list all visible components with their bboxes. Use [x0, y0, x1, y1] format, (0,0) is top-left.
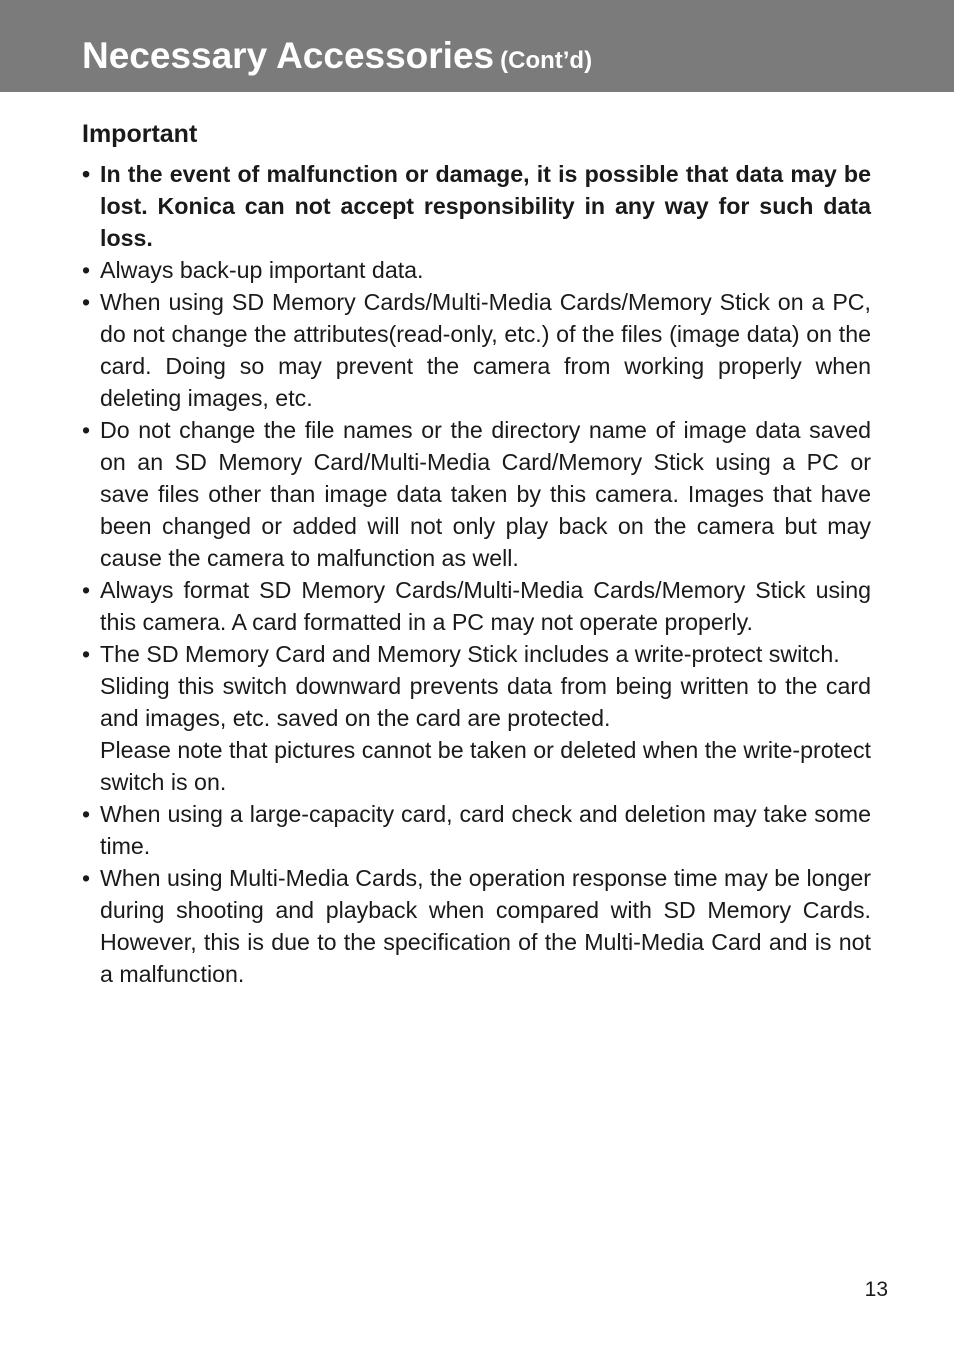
- bullet-item-7: [82, 798, 871, 862]
- page-title-continued: (Cont’d): [500, 47, 593, 74]
- bullet-paragraph: • In the event of malfunction or damage, it is possible that data may be lost. Konica can not accept responsibility in any way for such data loss.: [100, 161, 871, 251]
- bullet-item-1: [82, 158, 871, 254]
- bullet-item-8: [82, 862, 871, 990]
- bullet-paragraph: Please note that pictures cannot be taken or deleted when the write-protect switch is on.: [100, 737, 871, 795]
- bullet-item-5: [82, 574, 871, 638]
- header-bar: [0, 0, 954, 92]
- section-heading: Important: [82, 120, 198, 148]
- bullet-paragraph: Sliding this switch downward prevents data from being written to the card and images, etc. saved on the card are protected.: [100, 673, 871, 731]
- bullet-list: [82, 158, 871, 990]
- bullet-paragraph: • When using Multi-Media Cards, the operation response time may be longer during shooting and playback when compared with SD Memory Cards. However, this is due to the specification of the Multi-Media Card and is not a malfunction.: [100, 865, 871, 987]
- bullet-item-4: [82, 414, 871, 574]
- bullet-paragraph: • Always format SD Memory Cards/Multi-Media Cards/Memory Stick using this camera. A card formatted in a PC may not operate properly.: [100, 577, 871, 635]
- bullet-item-2: [82, 254, 871, 286]
- bullet-item-3: [82, 286, 871, 414]
- main-content: [82, 116, 871, 990]
- bullet-paragraph: • Do not change the file names or the directory name of image data saved on an SD Memory Card/Multi-Media Card/Memory Stick using a PC or save files other than image data taken by this camera. Images that have been changed or added will not only play back on the camera but may cause the camera to malfunction as well.: [100, 417, 871, 571]
- bullet-paragraph: • Always back-up important data.: [100, 257, 424, 283]
- page-title: [82, 30, 592, 87]
- bullet-paragraph: • The SD Memory Card and Memory Stick includes a write-protect switch.: [100, 641, 840, 667]
- bullet-item-6: [82, 638, 871, 798]
- bullet-paragraph: • When using SD Memory Cards/Multi-Media Cards/Memory Stick on a PC, do not change the attributes(read-only, etc.) of the files (image data) on the card. Doing so may prevent the camera from working properly when deleting images, etc.: [100, 289, 871, 411]
- bullet-paragraph: • When using a large-capacity card, card check and deletion may take some time.: [100, 801, 871, 859]
- page-number: 13: [864, 1278, 888, 1301]
- page-title-main: Necessary Accessories: [82, 35, 495, 76]
